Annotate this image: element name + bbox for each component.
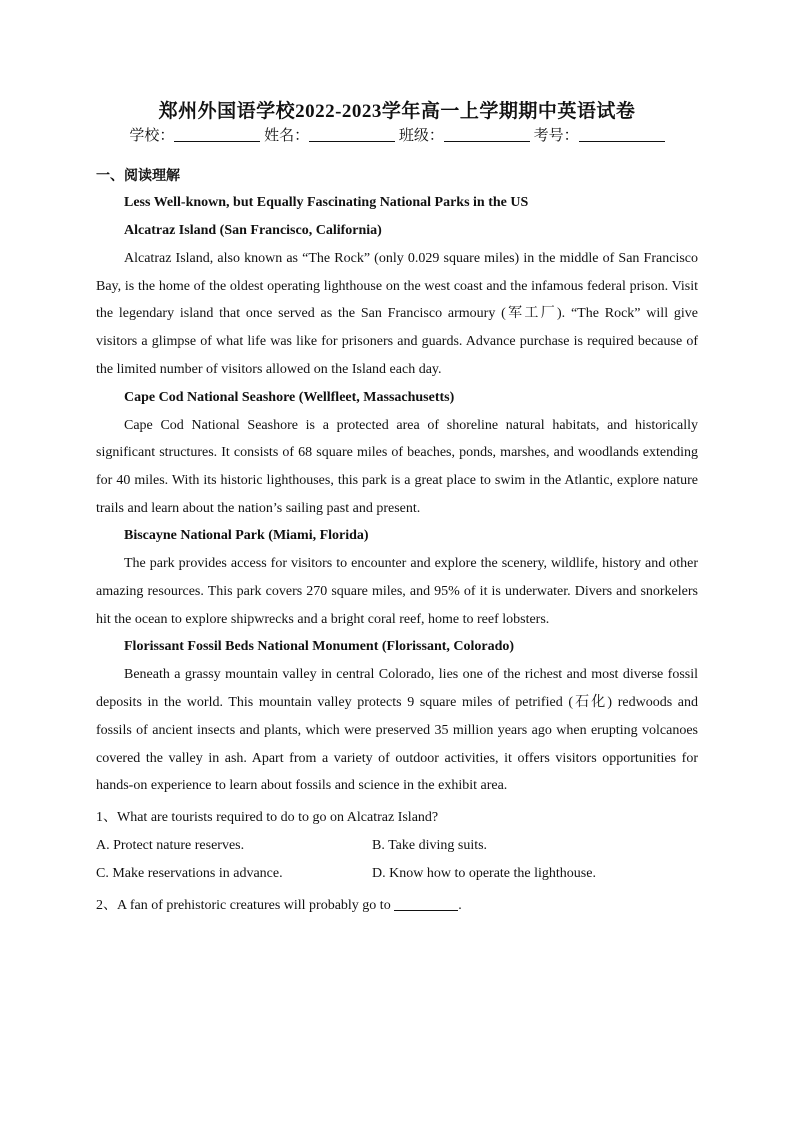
question-2-answer-blank[interactable] bbox=[394, 896, 458, 911]
question-1-stem: 1、What are tourists required to do to go on Alcatraz Island? bbox=[96, 809, 439, 825]
school-label: 学校： bbox=[129, 128, 175, 144]
park-paragraph: Alcatraz Island, also known as “The Rock” (only 0.029 square miles) in the middle of San Francisco Bay, is the home of the oldest operating lighthouse on the west coast and the infamous federal prison. Visit the legendary island that once served as the San Francisco armoury (军工厂). “The Rock” will give visitors a glimpse of what life was like for prisoners and guards. Advance purchase is required because of the limited number of visitors allowed on the Island each day. bbox=[96, 251, 698, 377]
school-blank[interactable] bbox=[174, 127, 260, 142]
student-info-line bbox=[0, 124, 794, 145]
class-label: 班级： bbox=[398, 128, 444, 144]
school-field bbox=[129, 124, 260, 145]
question-1-options-row-2 bbox=[96, 860, 698, 888]
question-2-tail: . bbox=[458, 897, 462, 913]
exam-number-blank[interactable] bbox=[579, 127, 665, 142]
reading-section bbox=[96, 165, 698, 920]
question-2 bbox=[96, 892, 698, 920]
class-blank[interactable] bbox=[444, 127, 530, 142]
park-paragraph: Beneath a grassy mountain valley in central Colorado, lies one of the richest and most diverse fossil deposits in the world. This mountain valley protects 9 square miles of petrified (石化) redwoods and fossils of ancient insects and plants, which were preserved 35 million years ago when erupting volcanoes covered the valley in ash. Apart from a variety of outdoor activities, it offers visitors opportunities for hands-on experience to learn about fossils and science in the exhibit area. bbox=[96, 667, 698, 794]
question-1-options-row-1 bbox=[96, 832, 698, 860]
class-field bbox=[399, 124, 530, 145]
option-a[interactable]: A. Protect nature reserves. bbox=[96, 837, 245, 853]
park-heading: Cape Cod National Seashore (Wellfleet, Massachusetts) bbox=[124, 389, 455, 405]
park-heading: Alcatraz Island (San Francisco, California) bbox=[124, 223, 382, 238]
park-paragraph: Cape Cod National Seashore is a protected area of shoreline natural habitats, and historically significant structures. It consists of 68 square miles of beaches, ponds, marshes, and woodlands extending for 40 miles. With its historic lighthouses, this park is a great place to swim in the Atlantic, explore nature trails and learn about the nation’s sailing past and present. bbox=[96, 417, 698, 516]
passage-title: Less Well-known, but Equally Fascinating National Parks in the US bbox=[124, 195, 529, 210]
park-paragraph: The park provides access for visitors to encounter and explore the scenery, wildlife, history and other amazing resources. This park covers 270 square miles, and 95% of it is underwater. Divers and snorkelers hit the ocean to explore shipwrecks and a bright coral reef, home to reef lobsters. bbox=[96, 556, 698, 627]
exam-number-label: 考号： bbox=[533, 128, 579, 144]
option-d[interactable]: D. Know how to operate the lighthouse. bbox=[372, 865, 596, 881]
section-label: 一、阅读理解 bbox=[96, 169, 180, 184]
exam-number-field bbox=[534, 124, 665, 145]
name-label: 姓名： bbox=[264, 128, 310, 144]
name-field bbox=[264, 124, 395, 145]
park-heading: Florissant Fossil Beds National Monument (Florissant, Colorado) bbox=[124, 639, 515, 655]
option-c[interactable]: C. Make reservations in advance. bbox=[96, 865, 283, 881]
park-heading: Biscayne National Park (Miami, Florida) bbox=[124, 528, 369, 544]
option-b[interactable]: B. Take diving suits. bbox=[372, 837, 488, 853]
name-blank[interactable] bbox=[309, 127, 395, 142]
question-2-stem: 2、A fan of prehistoric creatures will probably go to bbox=[96, 897, 391, 913]
exam-title: 郑州外国语学校2022-2023学年高一上学期期中英语试卷 bbox=[158, 101, 636, 122]
